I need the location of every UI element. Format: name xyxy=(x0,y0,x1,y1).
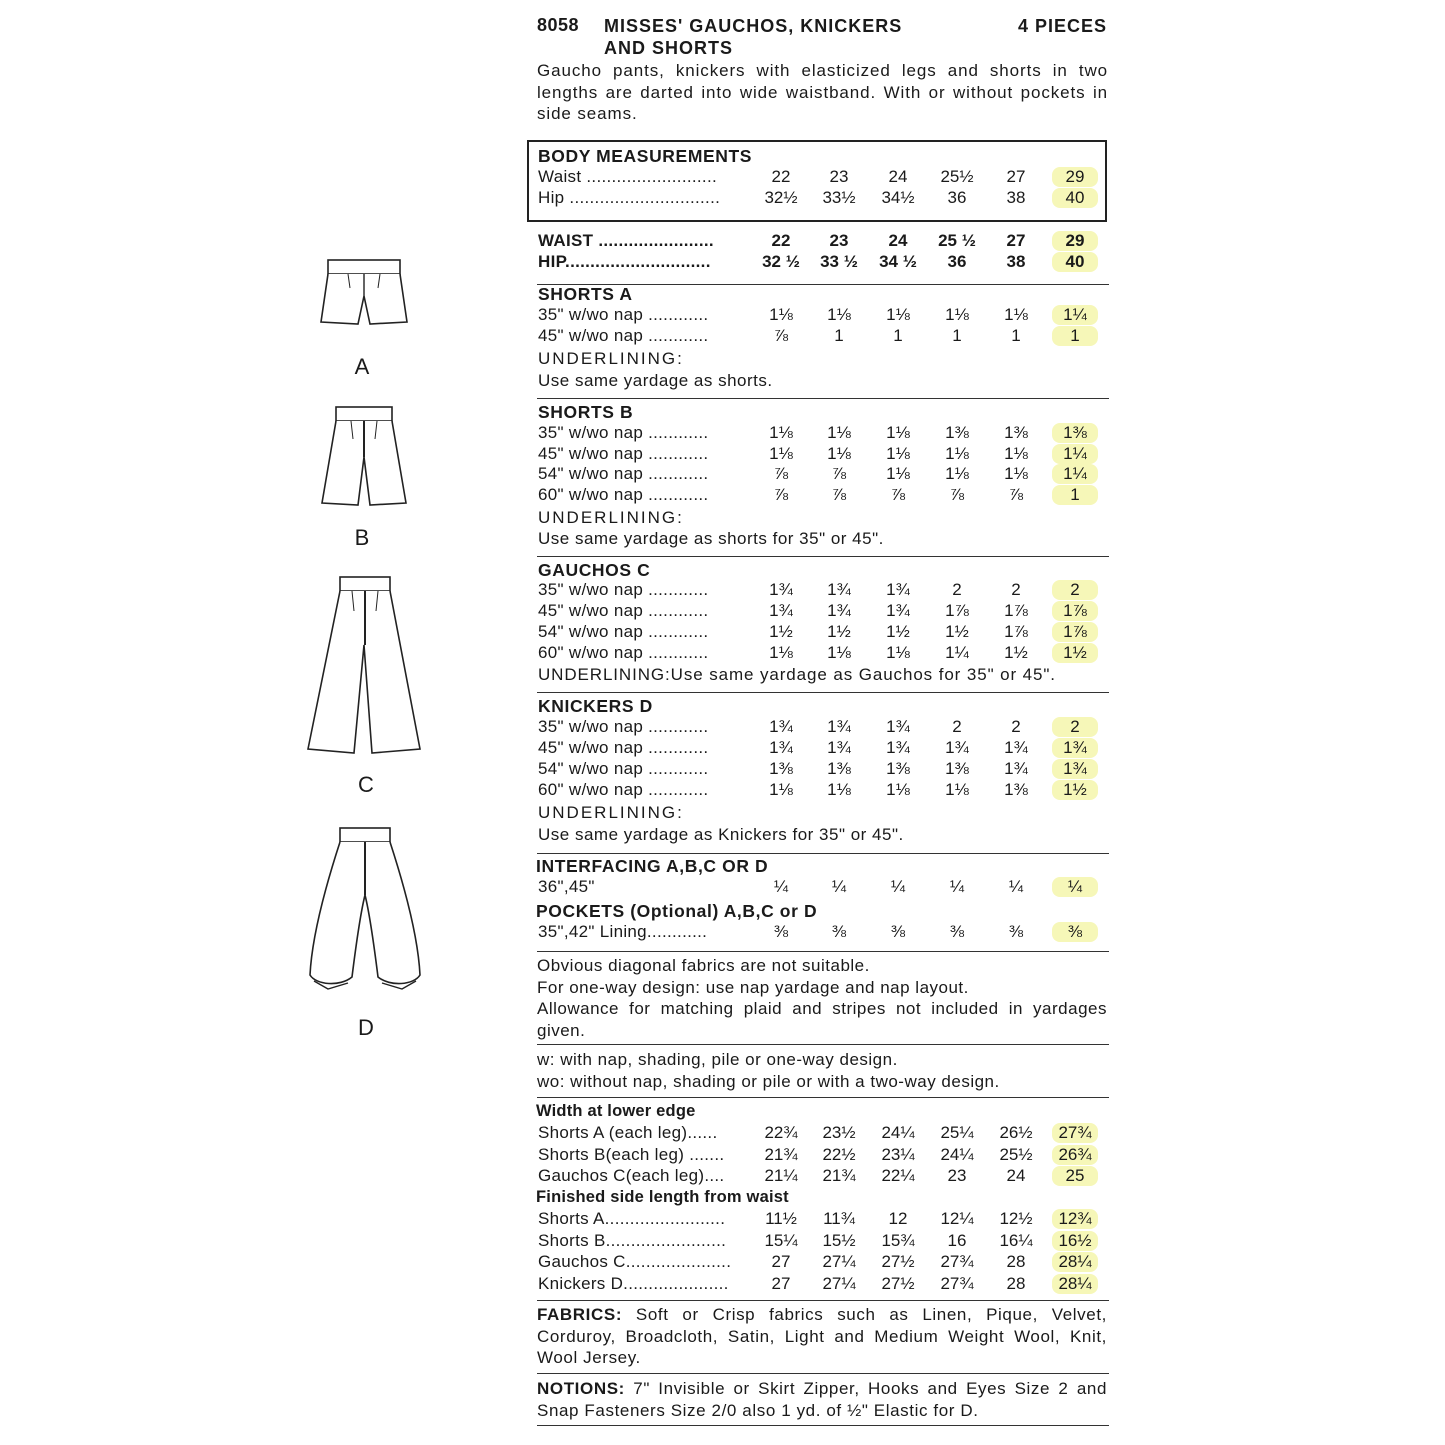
size-value: 1⅜ xyxy=(886,759,910,778)
size-value: 36 xyxy=(947,252,967,271)
size-value: 24 xyxy=(888,231,908,250)
size-value: ¼ xyxy=(1052,877,1098,897)
size-value: ¼ xyxy=(831,877,847,896)
knickers-d-title: KNICKERS D xyxy=(538,696,653,716)
size-value: ⅜ xyxy=(890,922,906,941)
shorts-a-title: SHORTS A xyxy=(538,284,633,304)
size-value: 23½ xyxy=(822,1123,856,1142)
size-value: 34 ½ xyxy=(879,252,917,271)
size-value: 1⅛ xyxy=(769,443,793,463)
row-label: WAIST ....................... xyxy=(538,231,714,250)
size-value: 25½ xyxy=(999,1144,1033,1164)
size-value: 1⅜ xyxy=(945,759,969,778)
size-value: 1¾ xyxy=(827,580,851,599)
nap-legend xyxy=(537,1049,1107,1092)
table-row xyxy=(537,922,1109,943)
size-value: 24¼ xyxy=(881,1123,915,1142)
size-value: 1⅛ xyxy=(886,443,910,463)
size-value: 22½ xyxy=(822,1144,856,1164)
size-value: 1¾ xyxy=(769,580,793,599)
size-value: 27¼ xyxy=(822,1273,856,1293)
size-value: 1¾ xyxy=(1004,759,1028,778)
size-value: 1⅛ xyxy=(769,643,793,662)
size-value: 1½ xyxy=(1052,643,1098,663)
figure-c xyxy=(306,575,424,757)
size-value: 26½ xyxy=(999,1123,1033,1142)
size-value: 2 xyxy=(1011,580,1021,599)
row-label: 45" w/wo nap ............ xyxy=(538,443,709,463)
divider xyxy=(537,1300,1109,1301)
pattern-title-line2: AND SHORTS xyxy=(604,38,734,58)
shorts-a-underlining-text: Use same yardage as shorts. xyxy=(538,371,773,390)
size-value: 28 xyxy=(1006,1273,1026,1293)
size-value: 1⅛ xyxy=(769,423,793,442)
divider xyxy=(537,1373,1109,1374)
divider xyxy=(537,398,1109,399)
row-label: 45" w/wo nap ............ xyxy=(538,326,709,345)
row-label: 60" w/wo nap ............ xyxy=(538,643,709,662)
row-label: 45" w/wo nap ............ xyxy=(538,738,709,757)
size-value: 27¾ xyxy=(940,1252,974,1271)
size-value: 32 ½ xyxy=(762,252,800,271)
size-value: 1⅛ xyxy=(1004,443,1028,463)
size-value: ⅞ xyxy=(890,484,906,504)
size-value: 1⅛ xyxy=(945,464,969,483)
size-value: 23 xyxy=(829,231,849,250)
note-line: Allowance for matching plaid and stripes not included in yardages given. xyxy=(537,999,1107,1040)
size-value: 1⅛ xyxy=(827,443,851,463)
gauchos-c-underlining-text: UNDERLINING:Use same yardage as Gauchos for 35" or 45". xyxy=(538,665,1056,684)
row-label: Shorts B........................ xyxy=(538,1230,727,1250)
size-value: 22 xyxy=(771,231,791,250)
shorts-a-underlining-title: UNDERLINING: xyxy=(538,349,684,368)
table-row xyxy=(537,252,1109,273)
size-value: 1⅛ xyxy=(1004,464,1028,483)
size-value: 25 ½ xyxy=(938,231,976,250)
figure-d-label: D xyxy=(358,1015,374,1040)
size-value: 38 xyxy=(1006,252,1026,271)
size-value: 25½ xyxy=(940,167,974,186)
table-row xyxy=(537,1166,1109,1187)
divider xyxy=(537,1425,1109,1426)
note-line: Obvious diagonal fabrics are not suitable. xyxy=(537,956,870,975)
figure-b-label: B xyxy=(354,525,370,550)
table-row xyxy=(537,231,1109,252)
size-value: 1¾ xyxy=(769,601,793,620)
knickers-d-underlining-title: UNDERLINING: xyxy=(538,803,684,822)
table-row xyxy=(537,485,1109,506)
size-value: 1⅛ xyxy=(945,443,969,463)
size-value: 1⅛ xyxy=(945,780,969,799)
size-value: 1⅛ xyxy=(827,780,851,799)
size-value: ¼ xyxy=(890,877,906,896)
size-value: 27 xyxy=(771,1252,791,1271)
row-label: 35" w/wo nap ............ xyxy=(538,305,709,324)
shorts-a-icon xyxy=(318,258,410,330)
size-value: 1 xyxy=(893,326,903,345)
size-value: 15½ xyxy=(822,1230,856,1250)
size-value: 1¼ xyxy=(1052,444,1098,464)
figure-a-label: A xyxy=(354,354,370,379)
interfacing-title: INTERFACING A,B,C OR D xyxy=(536,856,769,876)
gauchos-c-icon xyxy=(306,575,424,757)
size-value: 22¼ xyxy=(881,1166,915,1185)
size-value: 12¾ xyxy=(1052,1209,1098,1229)
size-value: 1⅞ xyxy=(1052,622,1098,642)
pattern-number: 8058 xyxy=(537,15,580,35)
yardage-chart xyxy=(537,0,1109,1445)
size-value: 12¼ xyxy=(940,1209,974,1228)
size-value: ⅞ xyxy=(773,464,789,483)
size-value: ¼ xyxy=(949,877,965,896)
row-label: Shorts A (each leg)...... xyxy=(538,1123,718,1142)
size-value: 1¾ xyxy=(1052,738,1098,758)
size-value: 1¾ xyxy=(769,738,793,757)
size-value: ¼ xyxy=(773,877,789,896)
figure-c-label: C xyxy=(358,772,374,797)
size-value: 1⅜ xyxy=(1004,423,1028,442)
table-row xyxy=(537,877,1109,898)
size-value: 1⅛ xyxy=(769,305,793,324)
table-row xyxy=(537,643,1109,664)
size-value: 1¾ xyxy=(886,717,910,736)
size-value: 40 xyxy=(1052,252,1098,272)
size-value: 1⅛ xyxy=(886,780,910,799)
fabrics-text: Soft or Crisp fabrics such as Linen, Pique, Velvet, Corduroy, Broadcloth, Satin, Light and Medium Weight Wool, Knit, Wool Jersey. xyxy=(537,1305,1107,1367)
size-value: 2 xyxy=(952,717,962,736)
note-line: For one-way design: use nap yardage and nap layout. xyxy=(537,977,969,997)
divider xyxy=(537,692,1109,693)
size-value: 1¾ xyxy=(827,717,851,736)
size-value: 27½ xyxy=(881,1252,915,1271)
notions-label: NOTIONS: xyxy=(537,1379,625,1398)
size-value: ⅞ xyxy=(773,484,789,504)
divider xyxy=(537,951,1109,952)
row-label: 35" w/wo nap ............ xyxy=(538,423,709,442)
size-value: 11½ xyxy=(765,1209,797,1228)
size-value: 2 xyxy=(1052,717,1098,737)
fabrics-label: FABRICS: xyxy=(537,1305,623,1324)
size-value: 1⅛ xyxy=(1004,305,1028,324)
divider xyxy=(537,1097,1109,1098)
gauchos-c-title: GAUCHOS C xyxy=(538,560,651,580)
size-value: 1⅛ xyxy=(945,305,969,324)
fabrics-block xyxy=(537,1304,1107,1369)
size-value: 1¾ xyxy=(1052,759,1098,779)
size-value: 23 xyxy=(829,167,849,186)
shorts-b-underlining-title: UNDERLINING: xyxy=(538,508,684,527)
size-value: 1¾ xyxy=(769,717,793,736)
row-label: 60" w/wo nap ............ xyxy=(538,484,709,504)
table-row xyxy=(537,423,1109,444)
size-value: 21¾ xyxy=(822,1166,856,1185)
size-value: 1⅜ xyxy=(1004,780,1028,799)
size-value: 1¼ xyxy=(1052,464,1098,484)
table-row xyxy=(537,1252,1109,1273)
notes-block xyxy=(537,955,1107,1041)
size-value: 1¼ xyxy=(1052,305,1098,325)
size-value: 23 xyxy=(947,1166,967,1185)
table-row xyxy=(537,188,1109,209)
row-label: 35",42" Lining............ xyxy=(538,922,708,941)
row-label: Knickers D..................... xyxy=(538,1273,729,1293)
table-row xyxy=(537,738,1109,759)
size-value: 1½ xyxy=(886,622,910,641)
size-value: 2 xyxy=(952,580,962,599)
size-value: 1⅞ xyxy=(1052,601,1098,621)
row-label: 36",45" xyxy=(538,877,595,896)
table-row xyxy=(537,1231,1109,1252)
size-value: ⅜ xyxy=(773,922,789,941)
size-value: 1⅜ xyxy=(769,759,793,778)
size-value: 27¼ xyxy=(822,1252,856,1271)
size-value: 1⅞ xyxy=(1004,601,1028,620)
size-value: 27½ xyxy=(881,1273,915,1293)
row-label: Shorts A........................ xyxy=(538,1209,726,1228)
row-label: Waist .......................... xyxy=(538,167,717,186)
size-value: 22¾ xyxy=(764,1123,798,1142)
table-row xyxy=(537,601,1109,622)
divider xyxy=(537,556,1109,557)
size-value: 1¾ xyxy=(1004,738,1028,757)
size-value: 1½ xyxy=(1004,643,1028,662)
size-value: ⅞ xyxy=(831,484,847,504)
row-label: Gauchos C(each leg).... xyxy=(538,1166,725,1185)
size-value: 1¾ xyxy=(886,601,910,620)
size-value: ⅜ xyxy=(949,922,965,941)
row-label: 54" w/wo nap ............ xyxy=(538,464,709,483)
size-value: 1⅜ xyxy=(945,423,969,442)
size-value: ⅞ xyxy=(949,484,965,504)
size-value: 1⅛ xyxy=(827,305,851,324)
table-row xyxy=(537,759,1109,780)
size-value: ⅞ xyxy=(831,464,847,483)
size-value: 1⅜ xyxy=(1052,423,1098,443)
row-label: 35" w/wo nap ............ xyxy=(538,580,709,599)
size-value: 28 xyxy=(1006,1252,1026,1271)
size-value: ⅜ xyxy=(1008,922,1024,941)
pieces-count: 4 PIECES xyxy=(1018,16,1108,36)
size-value: 1 xyxy=(834,326,844,345)
size-value: 1⅜ xyxy=(827,759,851,778)
size-value: 11¾ xyxy=(823,1209,855,1228)
table-row xyxy=(537,1123,1109,1144)
size-value: 27¾ xyxy=(1052,1123,1098,1143)
table-row xyxy=(537,1209,1109,1230)
size-value: 28¼ xyxy=(1052,1274,1098,1294)
pockets-title: POCKETS (Optional) A,B,C or D xyxy=(536,901,818,921)
size-value: 24 xyxy=(1006,1166,1026,1185)
size-value: 1¾ xyxy=(827,601,851,620)
size-value: 26¾ xyxy=(1052,1145,1098,1165)
figure-d xyxy=(306,825,424,997)
size-value: 29 xyxy=(1052,167,1098,187)
size-value: 33½ xyxy=(822,188,856,207)
size-value: 23¼ xyxy=(881,1144,915,1164)
size-value: 29 xyxy=(1052,231,1098,251)
size-value: 12 xyxy=(888,1209,908,1228)
size-value: 1½ xyxy=(1052,780,1098,800)
row-label: Gauchos C..................... xyxy=(538,1252,732,1271)
legend-line-wo: wo: without nap, shading or pile or with a two-way design. xyxy=(537,1071,1000,1091)
row-label: 45" w/wo nap ............ xyxy=(538,601,709,620)
size-value: 15¾ xyxy=(881,1230,915,1250)
row-label: 54" w/wo nap ............ xyxy=(538,759,709,778)
size-value: 1¼ xyxy=(945,643,969,662)
size-value: 27 xyxy=(1006,167,1026,186)
row-label: Shorts B(each leg) ....... xyxy=(538,1144,725,1164)
size-value: 28¼ xyxy=(1052,1252,1098,1272)
size-value: 34½ xyxy=(881,188,915,207)
size-value: 1¾ xyxy=(827,738,851,757)
table-row xyxy=(537,167,1109,188)
size-value: 22 xyxy=(771,167,791,186)
size-value: 33 ½ xyxy=(820,252,858,271)
table-row xyxy=(537,780,1109,801)
size-value: 15¼ xyxy=(764,1230,798,1250)
size-value: 36 xyxy=(947,188,967,207)
size-value: 12½ xyxy=(999,1209,1033,1228)
row-label: Hip .............................. xyxy=(538,188,721,207)
table-row xyxy=(537,444,1109,465)
size-value: 1⅛ xyxy=(886,464,910,483)
size-value: 27 xyxy=(1006,231,1026,250)
size-value: ¼ xyxy=(1008,877,1024,896)
table-row xyxy=(537,580,1109,601)
size-value: 1½ xyxy=(827,622,851,641)
table-row xyxy=(537,326,1109,347)
size-value: 1⅛ xyxy=(769,780,793,799)
table-row xyxy=(537,1274,1109,1295)
size-value: 27¾ xyxy=(940,1273,974,1293)
shorts-b-icon xyxy=(318,405,410,510)
size-value: 24¼ xyxy=(940,1144,974,1164)
width-lower-edge-title: Width at lower edge xyxy=(536,1102,696,1120)
notions-block xyxy=(537,1378,1107,1421)
figure-a xyxy=(318,258,410,330)
pattern-title-line1: MISSES' GAUCHOS, KNICKERS xyxy=(604,16,903,36)
size-value: 25¼ xyxy=(940,1123,974,1142)
size-value: 1⅞ xyxy=(1004,622,1028,641)
size-value: 21¾ xyxy=(764,1144,798,1164)
size-value: 21¼ xyxy=(764,1166,798,1185)
table-row xyxy=(537,305,1109,326)
row-label: 60" w/wo nap ............ xyxy=(538,780,709,799)
size-value: 1⅛ xyxy=(827,423,851,442)
pattern-description: Gaucho pants, knickers with elasticized legs and shorts in two lengths are darted into wide waistband. With or without pockets in side seams. xyxy=(537,61,1108,123)
size-value: 1¾ xyxy=(945,738,969,757)
table-row xyxy=(537,1145,1109,1166)
size-value: ⅜ xyxy=(831,922,847,941)
size-value: 1¾ xyxy=(886,738,910,757)
figure-b xyxy=(318,405,410,510)
size-value: 1½ xyxy=(945,622,969,641)
size-value: ⅜ xyxy=(1052,922,1098,942)
shorts-b-underlining-text: Use same yardage as shorts for 35" or 45". xyxy=(538,529,884,548)
size-value: 1 xyxy=(1052,485,1098,505)
notions-text: 7" Invisible or Skirt Zipper, Hooks and Eyes Size 2 and Snap Fasteners Size 2/0 also 1 yd. of ½" Elastic for D. xyxy=(537,1379,1107,1420)
table-row xyxy=(537,717,1109,738)
size-value: 1 xyxy=(1052,326,1098,346)
size-value: 1⅛ xyxy=(886,423,910,442)
knickers-d-underlining-text: Use same yardage as Knickers for 35" or 45". xyxy=(538,825,904,844)
legend-line-w: w: with nap, shading, pile or one-way design. xyxy=(537,1050,898,1069)
size-value: 1 xyxy=(952,326,962,345)
size-value: 1½ xyxy=(769,622,793,641)
size-value: 1¾ xyxy=(886,580,910,599)
row-label: 54" w/wo nap ............ xyxy=(538,622,709,641)
row-label: HIP............................. xyxy=(538,252,711,271)
size-value: 24 xyxy=(888,167,908,186)
size-value: 2 xyxy=(1011,717,1021,736)
size-value: 16 xyxy=(947,1230,967,1250)
size-value: ⅞ xyxy=(1008,484,1024,504)
size-value: 2 xyxy=(1052,580,1098,600)
size-value: 16½ xyxy=(1052,1231,1098,1251)
size-value: 1⅛ xyxy=(886,305,910,324)
row-label: 35" w/wo nap ............ xyxy=(538,717,709,736)
size-value: 1 xyxy=(1011,326,1021,345)
size-value: 16¼ xyxy=(999,1230,1033,1250)
shorts-b-title: SHORTS B xyxy=(538,402,634,422)
table-row xyxy=(537,622,1109,643)
finished-length-title: Finished side length from waist xyxy=(536,1188,789,1206)
size-value: 27 xyxy=(771,1273,791,1293)
size-value: 32½ xyxy=(764,188,798,207)
size-value: 25 xyxy=(1052,1166,1098,1186)
size-value: ⅞ xyxy=(773,326,789,345)
size-value: 40 xyxy=(1052,188,1098,208)
size-value: 38 xyxy=(1006,188,1026,207)
knickers-d-icon xyxy=(306,825,424,997)
size-value: 1⅛ xyxy=(886,643,910,662)
size-value: 1⅞ xyxy=(945,601,969,620)
divider xyxy=(537,853,1109,854)
table-row xyxy=(537,464,1109,485)
body-measurements-title: BODY MEASUREMENTS xyxy=(538,146,753,166)
divider xyxy=(537,1044,1109,1045)
size-value: 1⅛ xyxy=(827,643,851,662)
